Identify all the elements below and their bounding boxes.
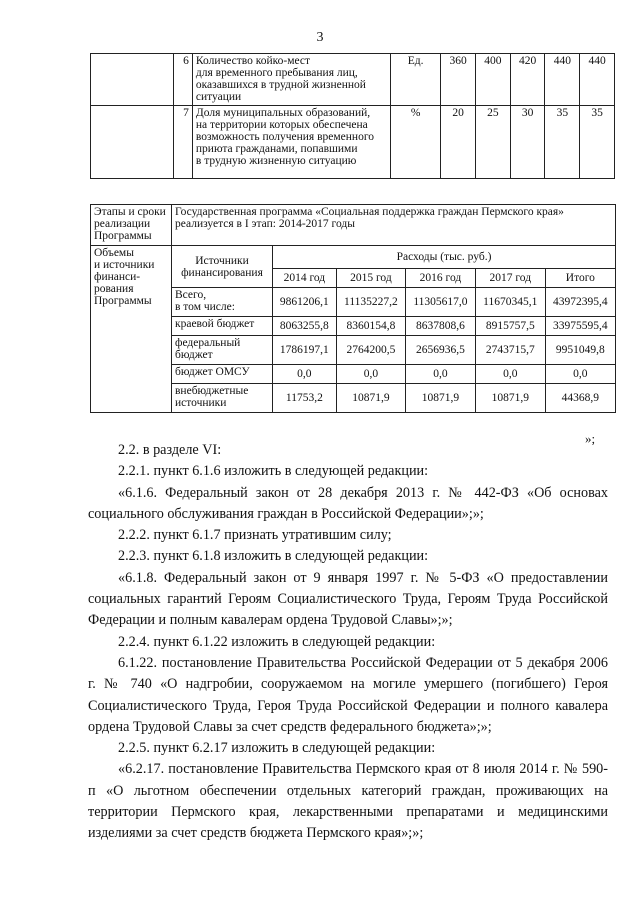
table-cell (91, 106, 174, 179)
amount-cell: 0,0 (475, 365, 545, 384)
amount-cell: 43972395,4 (545, 288, 615, 317)
text-line: приюта гражданами, попавшими (195, 143, 358, 155)
paragraph: 2.2.3. пункт 6.1.8 изложить в следующей редакции: (118, 548, 429, 565)
text-line: в трудную жизненную ситуацию (195, 155, 357, 167)
amount-cell: 8063255,8 (273, 317, 337, 336)
amount-cell: 1786197,1 (273, 336, 337, 365)
table-row (91, 205, 616, 246)
table-row (91, 106, 615, 179)
text-line: возможность получения временного (195, 131, 375, 143)
amount-cell: 8637808,6 (406, 317, 476, 336)
text-line: и источники (94, 259, 155, 271)
total-header: Итого (545, 269, 615, 288)
year-header: 2015 год (336, 269, 405, 288)
amount-cell: 10871,9 (336, 384, 405, 413)
source-label (172, 336, 273, 365)
amount-cell: 2743715,7 (475, 336, 545, 365)
text-line: Программы (94, 295, 152, 307)
text-line: ситуации (195, 91, 242, 103)
program-table (90, 204, 616, 413)
amount-cell: 11135227,2 (336, 288, 405, 317)
amount-cell: 11305617,0 (406, 288, 476, 317)
text-line: федеральный (175, 337, 241, 349)
text-line: финанси- (94, 271, 141, 283)
funding-label (91, 246, 172, 413)
body-text (88, 440, 608, 845)
indicator-number: 6 (174, 54, 193, 106)
paragraph: 6.1.22. постановление Правительства Российской Федерации от 5 декабря 2006 г. № 740 «О надгробии, сооружаемом на могиле умершего (погибшего) Героя Социалистического Труда, Героя Труда Российской Федерации и полного кавалера ордена Трудовой Славы за счет средств федерального бюджета»;»; (88, 654, 608, 735)
text-line: Количество койко-мест (195, 55, 311, 67)
paragraph: 2.2.2. пункт 6.1.7 признать утратившим силу; (118, 527, 392, 544)
paragraph: «6.2.17. постановление Правительства Пермского края от 8 июля 2014 г. № 590-п «О льготном обеспечении отдельных категорий граждан, проживающих на территории Пермского края, лекарственными препаратами и медицинскими изделиями за счет средств бюджета Пермского края»;»; (88, 761, 608, 842)
text-line: на территории которых обеспечена (195, 119, 368, 131)
indicator-value: 20 (441, 106, 476, 179)
amount-cell: 2764200,5 (336, 336, 405, 365)
paragraph: «6.1.6. Федеральный закон от 28 декабря 2013 г. № 442-ФЗ «Об основах социального обслуживания граждан в Российской Федерации»;»; (88, 484, 608, 522)
indicator-value: 30 (510, 106, 545, 179)
sources-header (172, 246, 273, 288)
year-header: 2014 год (273, 269, 337, 288)
amount-cell: 33975595,4 (545, 317, 615, 336)
text-line: Программы (94, 230, 152, 242)
indicators-table (90, 53, 615, 179)
text-line: внебюджетные (175, 385, 249, 397)
paragraph: «6.1.8. Федеральный закон от 9 января 1997 г. № 5-ФЗ «О предоставлении социальных гарантий Героям Социалистического Труда, Героям Труда Российской Федерации и полным кавалерам ордена Трудовой Славы»;»; (88, 569, 608, 629)
text-line: Этапы и сроки (94, 206, 166, 218)
paragraph: 2.2.5. пункт 6.2.17 изложить в следующей редакции: (118, 740, 436, 757)
indicator-value: 35 (545, 106, 580, 179)
text-line: бюджет ОМСУ (175, 366, 250, 378)
amount-cell: 0,0 (406, 365, 476, 384)
table-cell (91, 54, 174, 106)
table-closing-quote: »; (585, 431, 596, 446)
amount-cell: 8360154,8 (336, 317, 405, 336)
table-row (91, 246, 616, 269)
text-line: Всего, (175, 289, 207, 301)
stages-text (172, 205, 616, 246)
year-header: 2017 год (475, 269, 545, 288)
amount-cell: 9861206,1 (273, 288, 337, 317)
indicator-value: 440 (580, 54, 615, 106)
indicator-value: 35 (580, 106, 615, 179)
paragraph: 2.2.4. пункт 6.1.22 изложить в следующей редакции: (118, 633, 436, 650)
text-line: реализации (94, 218, 151, 230)
indicator-value: 360 (441, 54, 476, 106)
indicator-number: 7 (174, 106, 193, 179)
amount-cell: 0,0 (545, 365, 615, 384)
indicator-value: 25 (476, 106, 511, 179)
source-label (172, 288, 273, 317)
text-line: в том числе: (175, 301, 235, 313)
page-number: 3 (316, 30, 324, 45)
text-line: рования (94, 283, 134, 295)
source-label (172, 365, 273, 384)
amount-cell: 11670345,1 (475, 288, 545, 317)
text-line: для временного пребывания лиц, (195, 67, 358, 79)
paragraph: 2.2.1. пункт 6.1.6 изложить в следующей редакции: (118, 463, 429, 480)
text-line: оказавшихся в трудной жизненной (195, 79, 366, 91)
indicator-unit: Ед. (391, 54, 441, 106)
amount-cell: 0,0 (336, 365, 405, 384)
expenses-header: Расходы (тыс. руб.) (273, 246, 616, 269)
amount-cell: 10871,9 (475, 384, 545, 413)
indicator-value: 420 (510, 54, 545, 106)
source-label (172, 384, 273, 413)
indicator-unit: % (391, 106, 441, 179)
indicator-value: 400 (476, 54, 511, 106)
amount-cell: 11753,2 (273, 384, 337, 413)
text-line: Доля муниципальных образований, (195, 107, 371, 119)
text-line: Источники (195, 254, 249, 267)
amount-cell: 0,0 (273, 365, 337, 384)
text-line: финансирования (181, 266, 263, 279)
text-line: Объемы (94, 247, 134, 259)
table-row (91, 54, 615, 106)
stages-label (91, 205, 172, 246)
source-label (172, 317, 273, 336)
text-line: бюджет (175, 349, 213, 361)
paragraph: 2.2. в разделе VI: (118, 442, 222, 458)
amount-cell: 44368,9 (545, 384, 615, 413)
amount-cell: 2656936,5 (406, 336, 476, 365)
indicator-value: 440 (545, 54, 580, 106)
text-line: реализуется в I этап: 2014-2017 годы (175, 218, 355, 230)
text-line: источники (175, 397, 227, 409)
indicator-name (192, 106, 390, 179)
year-header: 2016 год (406, 269, 476, 288)
amount-cell: 9951049,8 (545, 336, 615, 365)
text-line: Государственная программа «Социальная поддержка граждан Пермского края» (175, 206, 564, 218)
indicator-name (192, 54, 390, 106)
amount-cell: 8915757,5 (475, 317, 545, 336)
text-line: краевой бюджет (175, 318, 255, 330)
amount-cell: 10871,9 (406, 384, 476, 413)
